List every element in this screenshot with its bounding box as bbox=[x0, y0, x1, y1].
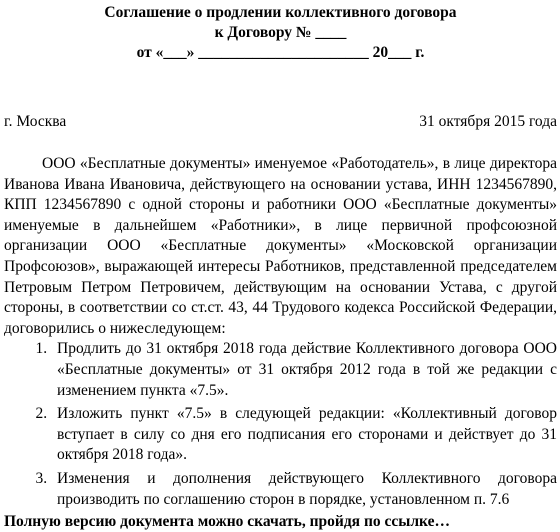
list-item: 3. Изменения и дополнения действующего Коллективного договора производить по соглашению сторон в порядке, установленном п. 7.6 bbox=[51, 469, 557, 510]
city-label: г. Москва bbox=[4, 113, 67, 130]
list-item: 2. Изложить пункт «7.5» в следующей редакции: «Коллективный договор вступает в силу со дня его подписания его сторонами и действует до 31 октября 2018 года». bbox=[51, 404, 557, 466]
agreement-items-list bbox=[4, 339, 557, 510]
document-page bbox=[0, 3, 560, 531]
list-item: 1. Продлить до 31 октября 2018 года действие Коллективного договора ООО «Бесплатные документы» от 31 октября 2012 года в той же редакции с изменением пункта «7.5». bbox=[51, 339, 557, 401]
document-title: Соглашение о продлении коллективного договора bbox=[104, 4, 457, 21]
contract-number-line: к Договору № ____ bbox=[214, 24, 347, 41]
document-date: 31 октября 2015 года bbox=[419, 113, 557, 130]
preamble-paragraph: ООО «Бесплатные документы» именуемое «Работодатель», в лице директора Иванова Ивана Ивановича, действующего на основании устава, ИНН 1234567890, КПП 1234567890 с одной стороны и работники ООО «Бесплатные документы» именуемые в дальнейшем «Работники», в лице первичной профсоюзной организации ООО «Бесплатные документы» «Московской организации Профсоюзов», выражающей интересы Работников, представленной председателем Петровым Петром Петровичем, действующим на основании Устава, с другой стороны, в соответствии со ст.ст. 43, 44 Трудового кодекса Российской Федерации, договорились о нижеследующем: bbox=[4, 155, 557, 337]
download-link-text[interactable]: Полную версию документа можно скачать, пройдя по ссылке… bbox=[4, 513, 450, 531]
contract-date-line: от «___» ______________________ 20___ г. bbox=[136, 44, 425, 61]
place-date-row bbox=[4, 112, 557, 132]
